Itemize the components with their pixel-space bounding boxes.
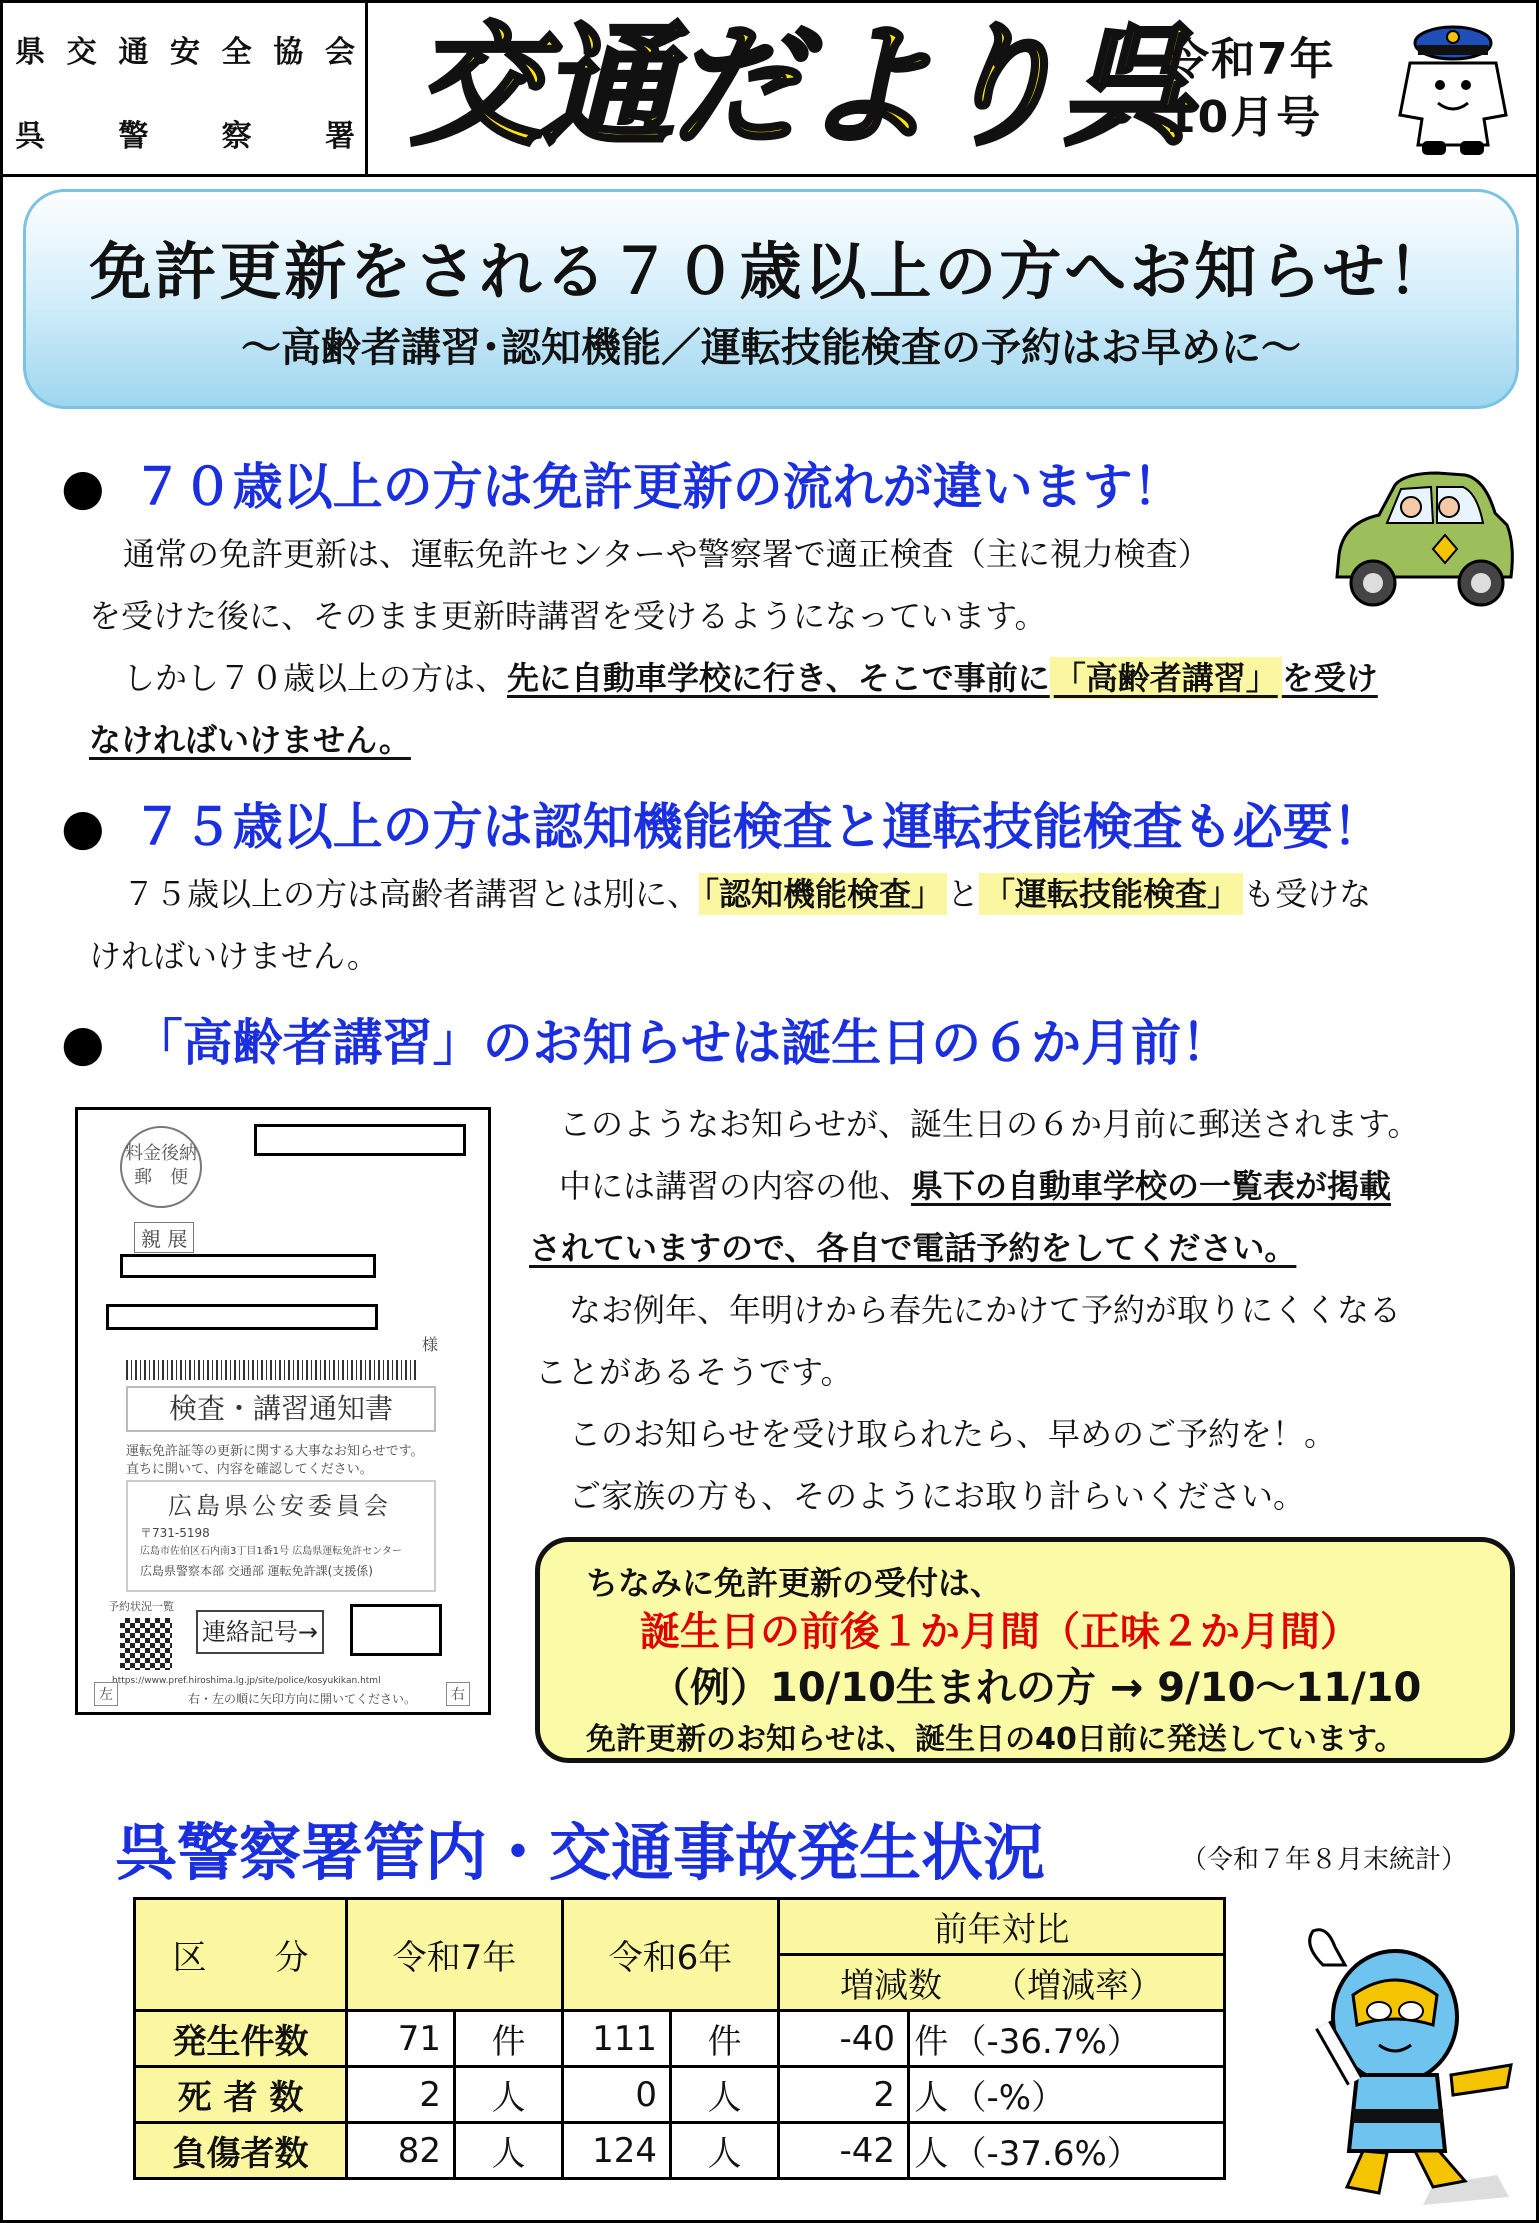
postal-barcode (126, 1360, 416, 1380)
elderly-couple-car-icon (1325, 465, 1517, 630)
stats-title: 呉警察署管内・交通事故発生状況 (115, 1816, 1046, 1889)
section3-line3: されていますので、各自で電話予約をしてください。 (529, 1229, 1297, 1267)
police-mascot-icon (1388, 15, 1518, 165)
left-tab-arrow-icon: 左 (94, 1682, 118, 1706)
header (3, 3, 1536, 177)
highlight-ninchi-kensa: 「認知機能検査」 (699, 873, 947, 915)
header-r6: 令和6年 (563, 1899, 779, 2011)
card-postal-code: 〒731-5198 (140, 1526, 210, 1540)
name-box-2 (106, 1304, 378, 1330)
card-department: 広島県警察本部 交通部 運転免許課(支援係) (140, 1564, 373, 1578)
card-note2: 直ちに開いて、内容を確認してください。 (126, 1462, 373, 1477)
title-banner (23, 189, 1519, 409)
committee-name: 広島県公安委員会 (168, 1492, 392, 1520)
header-r7: 令和7年 (347, 1899, 563, 2011)
bullet-icon: ● (61, 798, 105, 856)
accident-stats-table (133, 1897, 1226, 2180)
masthead-title: 交通だより呉 (411, 10, 1191, 164)
section3-line5: ことがあるそうです。 (535, 1353, 853, 1391)
card-note1: 運転免許証等の更新に関する大事なお知らせです。 (126, 1444, 424, 1459)
table-row: 死 者 数 2 人 0 人 2 人 （-%） (135, 2067, 1225, 2123)
row-label: 発生件数 (135, 2011, 347, 2067)
name-box-1 (120, 1254, 376, 1278)
section3-line7: ご家族の方も、そのようにお取り計らいください。 (569, 1477, 1306, 1515)
section3-heading: ● 「高齢者講習」のお知らせは誕生日の６か月前！ (61, 1014, 1232, 1072)
hero-mascot-icon (1283, 1925, 1515, 2215)
banner-title: 免許更新をされる７０歳以上の方へお知らせ！ (89, 235, 1453, 308)
issue-month: 10月号 (1165, 92, 1323, 143)
section2-heading: ● ７５歳以上の方は認知機能検査と運転技能検査も必要！ (61, 798, 1383, 856)
open-instruction: 右・左の順に矢印方向に開いてください。 (188, 1692, 417, 1706)
address-box (254, 1124, 466, 1156)
section1-line4: なければいけません。 (89, 721, 411, 759)
highlight-unten-gino-kensa: 「運転技能検査」 (979, 873, 1243, 915)
committee-box (126, 1480, 436, 1592)
header-compare: 前年対比 (779, 1899, 1225, 1955)
postage-stamp-mark: 料金後納 郵 便 (120, 1126, 202, 1208)
info-line1: ちなみに免許更新の受付は、 (586, 1564, 1003, 1602)
section1-heading: ● ７０歳以上の方は免許更新の流れが違います！ (61, 458, 1183, 516)
qr-code-icon (120, 1618, 172, 1670)
table-row: 負傷者数 82 人 124 人 -42 人 （-37.6%） (135, 2123, 1225, 2179)
row-label: 死 者 数 (135, 2067, 347, 2123)
table-row: 発生件数 71 件 111 件 -40 件 （-36.7%） (135, 2011, 1225, 2067)
org-name-line1: 県 交 通 安 全 協 会 (15, 35, 355, 70)
row-label: 負傷者数 (135, 2123, 347, 2179)
card-title: 検査・講習通知書 (126, 1386, 436, 1432)
header-category: 区 分 (135, 1899, 347, 2011)
header-diff: 増減数 （増減率） (779, 1955, 1225, 2011)
section3-line2: 中には講習の内容の他、県下の自動車学校の一覧表が掲載 (559, 1167, 1392, 1205)
bullet-icon: ● (61, 458, 105, 516)
info-line2: 誕生日の前後１か月間（正味２か月間） (640, 1609, 1360, 1655)
org-name-line2: 呉 警 察 署 (15, 119, 355, 154)
contact-code-box (350, 1604, 442, 1656)
section1-line2: を受けた後に、そのまま更新時講習を受けるようになっています。 (89, 597, 1047, 635)
info-line4: 免許更新のお知らせは、誕生日の40日前に発送しています。 (586, 1722, 1405, 1757)
sama-label: 様 (422, 1335, 439, 1354)
section3-line4: なお例年、年明けから春先にかけて予約が取りにくくなる (569, 1291, 1402, 1329)
renewal-period-info-box (535, 1537, 1515, 1763)
right-tab-arrow-icon: 右 (446, 1682, 470, 1706)
shinten-label: 親 展 (134, 1222, 194, 1253)
banner-subtitle: ～高齢者講習･認知機能／運転技能検査の予約はお早めに～ (241, 325, 1301, 371)
notice-postcard-image (75, 1107, 491, 1715)
issue-year: 令和7年 (1165, 34, 1336, 85)
section2-line2: ければいけません。 (89, 937, 379, 975)
section1-line3: しかし７０歳以上の方は、先に自動車学校に行き、そこで事前に 「高齢者講習」 を受け (123, 659, 1378, 697)
organization-box (3, 3, 368, 174)
highlight-koreisha-koshu: 「高齢者講習」 (1050, 657, 1282, 699)
section2-line1: ７５歳以上の方は高齢者講習とは別に、 「認知機能検査」 と 「運転技能検査」 も受けな (123, 875, 1372, 913)
reserve-label: 予約状況一覧 (108, 1600, 174, 1613)
bullet-icon: ● (61, 1014, 105, 1072)
section3-line1: このようなお知らせが、誕生日の６か月前に郵送されます。 (559, 1105, 1420, 1143)
section1-line1: 通常の免許更新は、運転免許センターや警察署で適正検査（主に視力検査） (123, 535, 1210, 573)
issue-info (1165, 31, 1336, 147)
info-line3: （例）10/10生まれの方 → 9/10～11/10 (650, 1665, 1422, 1711)
card-address: 広島市佐伯区石内南3丁目1番1号 広島県運転免許センター (140, 1546, 402, 1557)
card-url: https://www.pref.hiroshima.lg.jp/site/police/kosyukikan.html (112, 1676, 381, 1686)
contact-code-label: 連絡記号→ (196, 1610, 324, 1654)
section3-line6: このお知らせを受け取られたら、早めのご予約を！。 (569, 1415, 1337, 1453)
stats-note: （令和７年８月末統計） (1181, 1845, 1468, 1875)
